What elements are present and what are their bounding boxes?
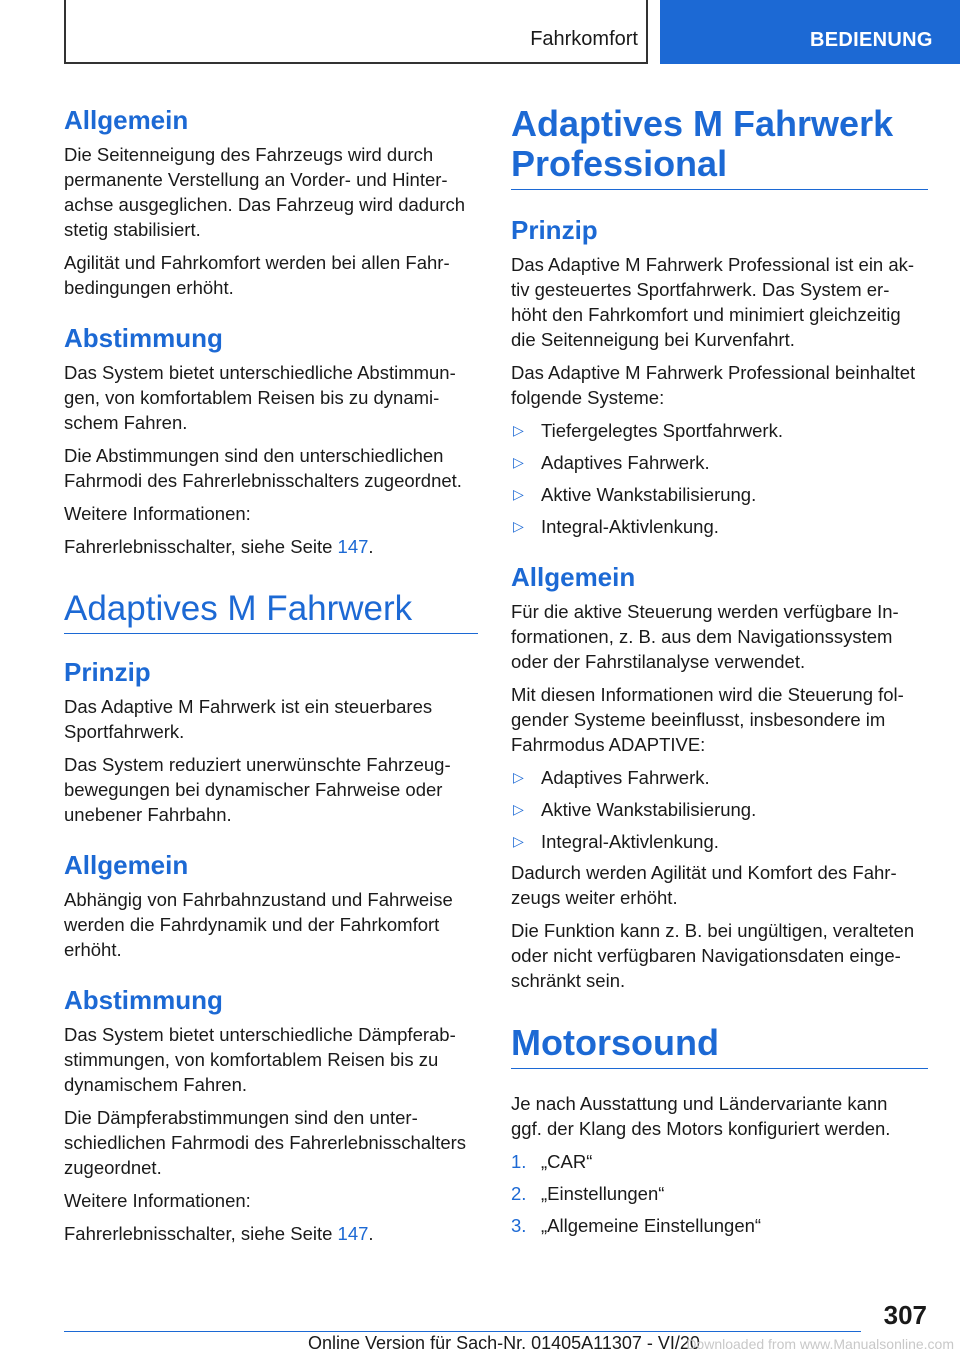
system-list <box>511 418 928 539</box>
heading-adaptives-m-fahrwerk: Adaptives M Fahrwerk <box>64 589 478 634</box>
paragraph: Die Seitenneigung des Fahrzeugs wird durch permanente Verstellung an Vorder- und Hinter- achse ausgeglichen. Das Fahrzeug wird dadurch stetig stabilisiert. <box>64 144 466 240</box>
heading-motorsound: Motorsound <box>511 1023 928 1069</box>
paragraph: Das Adaptive M Fahrwerk ist ein steuerbares Sportfahrwerk. <box>64 696 433 742</box>
paragraph: Weitere Informationen: <box>64 503 251 524</box>
triangle-bullet-icon: ▷ <box>513 454 524 470</box>
list-item: ▷ Adaptives Fahrwerk. <box>513 452 710 473</box>
list-item: ▷ Aktive Wankstabilisierung. <box>513 484 757 505</box>
paragraph: Fahrerlebnisschalter, siehe Seite 147. <box>64 1223 374 1244</box>
paragraph: Das System bietet unterschiedliche Dämpferab- stimmungen, von komfortablem Reisen bis zu dynamischem Fahren. <box>64 1024 456 1095</box>
paragraph: Je nach Ausstattung und Ländervariante kann ggf. der Klang des Motors konfiguriert werden. <box>511 1093 891 1139</box>
list-item: 1. „CAR“ <box>511 1151 593 1172</box>
paragraph: Das Adaptive M Fahrwerk Professional ist ein ak- tiv gesteuertes Sportfahrwerk. Das System er- höht den Fahrkomfort und minimiert gleichzeitig die Seitenneigung bei Kurvenfahrt. <box>511 254 915 350</box>
list-item: 2. „Einstellungen“ <box>511 1183 665 1204</box>
footer-divider <box>64 1331 861 1332</box>
list-item: ▷ Adaptives Fahrwerk. <box>513 767 710 788</box>
paragraph: Mit diesen Informationen wird die Steuerung fol- gender Systeme beeinflusst, insbesondere im Fahrmodus ADAPTIVE: <box>511 684 904 755</box>
triangle-bullet-icon: ▷ <box>513 769 524 785</box>
paragraph: Das System bietet unterschiedliche Abstimmun- gen, von komfortablem Reisen bis zu dynami- schem Fahren. <box>64 362 456 433</box>
steps-list <box>511 1149 928 1238</box>
list-item: ▷ Aktive Wankstabilisierung. <box>513 799 757 820</box>
list-item: ▷ Integral-Aktivlenkung. <box>513 516 719 537</box>
heading-allgemein: Allgemein <box>511 562 636 592</box>
left-column <box>64 100 478 1246</box>
paragraph: Die Funktion kann z. B. bei ungültigen, veralteten oder nicht verfügbaren Navigationsdaten einge- schränkt sein. <box>511 920 915 991</box>
page-link[interactable]: 147 <box>337 536 369 557</box>
triangle-bullet-icon: ▷ <box>513 422 524 438</box>
heading-allgemein: Allgemein <box>64 105 189 135</box>
heading-prinzip: Prinzip <box>511 215 598 245</box>
list-item: ▷ Integral-Aktivlenkung. <box>513 831 719 852</box>
paragraph: Für die aktive Steuerung werden verfügbare In- formationen, z. B. aus dem Navigationssystem oder der Fahrstilanalyse verwendet. <box>511 601 899 672</box>
header-chapter-label: BEDIENUNG <box>810 29 933 51</box>
paragraph: Fahrerlebnisschalter, siehe Seite 147. <box>64 536 374 557</box>
triangle-bullet-icon: ▷ <box>513 486 524 502</box>
heading-adaptives-m-fahrwerk-professional: Adaptives M Fahrwerk Professional <box>511 104 928 190</box>
header-section-title: Fahrkomfort <box>530 28 638 50</box>
heading-prinzip: Prinzip <box>64 657 151 687</box>
heading-allgemein: Allgemein <box>64 850 189 880</box>
list-item: 3. „Allgemeine Einstellungen“ <box>511 1215 762 1236</box>
paragraph: Die Abstimmungen sind den unterschiedlichen Fahrmodi des Fahrerlebnisschalters zugeordnet. <box>64 445 462 491</box>
paragraph: Das System reduziert unerwünschte Fahrzeug- bewegungen bei dynamischer Fahrweise oder unebener Fahrbahn. <box>64 754 451 825</box>
heading-abstimmung: Abstimmung <box>64 985 223 1015</box>
paragraph: Abhängig von Fahrbahnzustand und Fahrweise werden die Fahrdynamik und der Fahrkomfort erhöht. <box>64 889 453 960</box>
step-number: 1. <box>511 1151 527 1172</box>
triangle-bullet-icon: ▷ <box>513 518 524 534</box>
list-item: ▷ Tiefergelegtes Sportfahrwerk. <box>513 420 783 441</box>
step-number: 3. <box>511 1215 527 1236</box>
paragraph: Weitere Informationen: <box>64 1190 251 1211</box>
step-number: 2. <box>511 1183 527 1204</box>
heading-abstimmung: Abstimmung <box>64 323 223 353</box>
paragraph: Das Adaptive M Fahrwerk Professional beinhaltet folgende Systeme: <box>511 362 916 408</box>
system-list <box>511 765 928 854</box>
paragraph: Agilität und Fahrkomfort werden bei allen Fahr- bedingungen erhöht. <box>64 252 450 298</box>
page-number: 307 <box>883 1300 927 1330</box>
triangle-bullet-icon: ▷ <box>513 801 524 817</box>
paragraph: Dadurch werden Agilität und Komfort des Fahr- zeugs weiter erhöht. <box>511 862 897 908</box>
page-link[interactable]: 147 <box>337 1223 369 1244</box>
right-column <box>511 100 928 1238</box>
triangle-bullet-icon: ▷ <box>513 833 524 849</box>
footer-online-version: Online Version für Sach-Nr. 01405A11307 - VI/20 <box>308 1333 700 1353</box>
header-chapter-tab <box>660 0 960 64</box>
paragraph: Die Dämpferabstimmungen sind den unter- schiedlichen Fahrmodi des Fahrerlebnisschalters zugeordnet. <box>64 1107 467 1178</box>
watermark: Downloaded from www.Manualsonline.com <box>686 1336 954 1352</box>
